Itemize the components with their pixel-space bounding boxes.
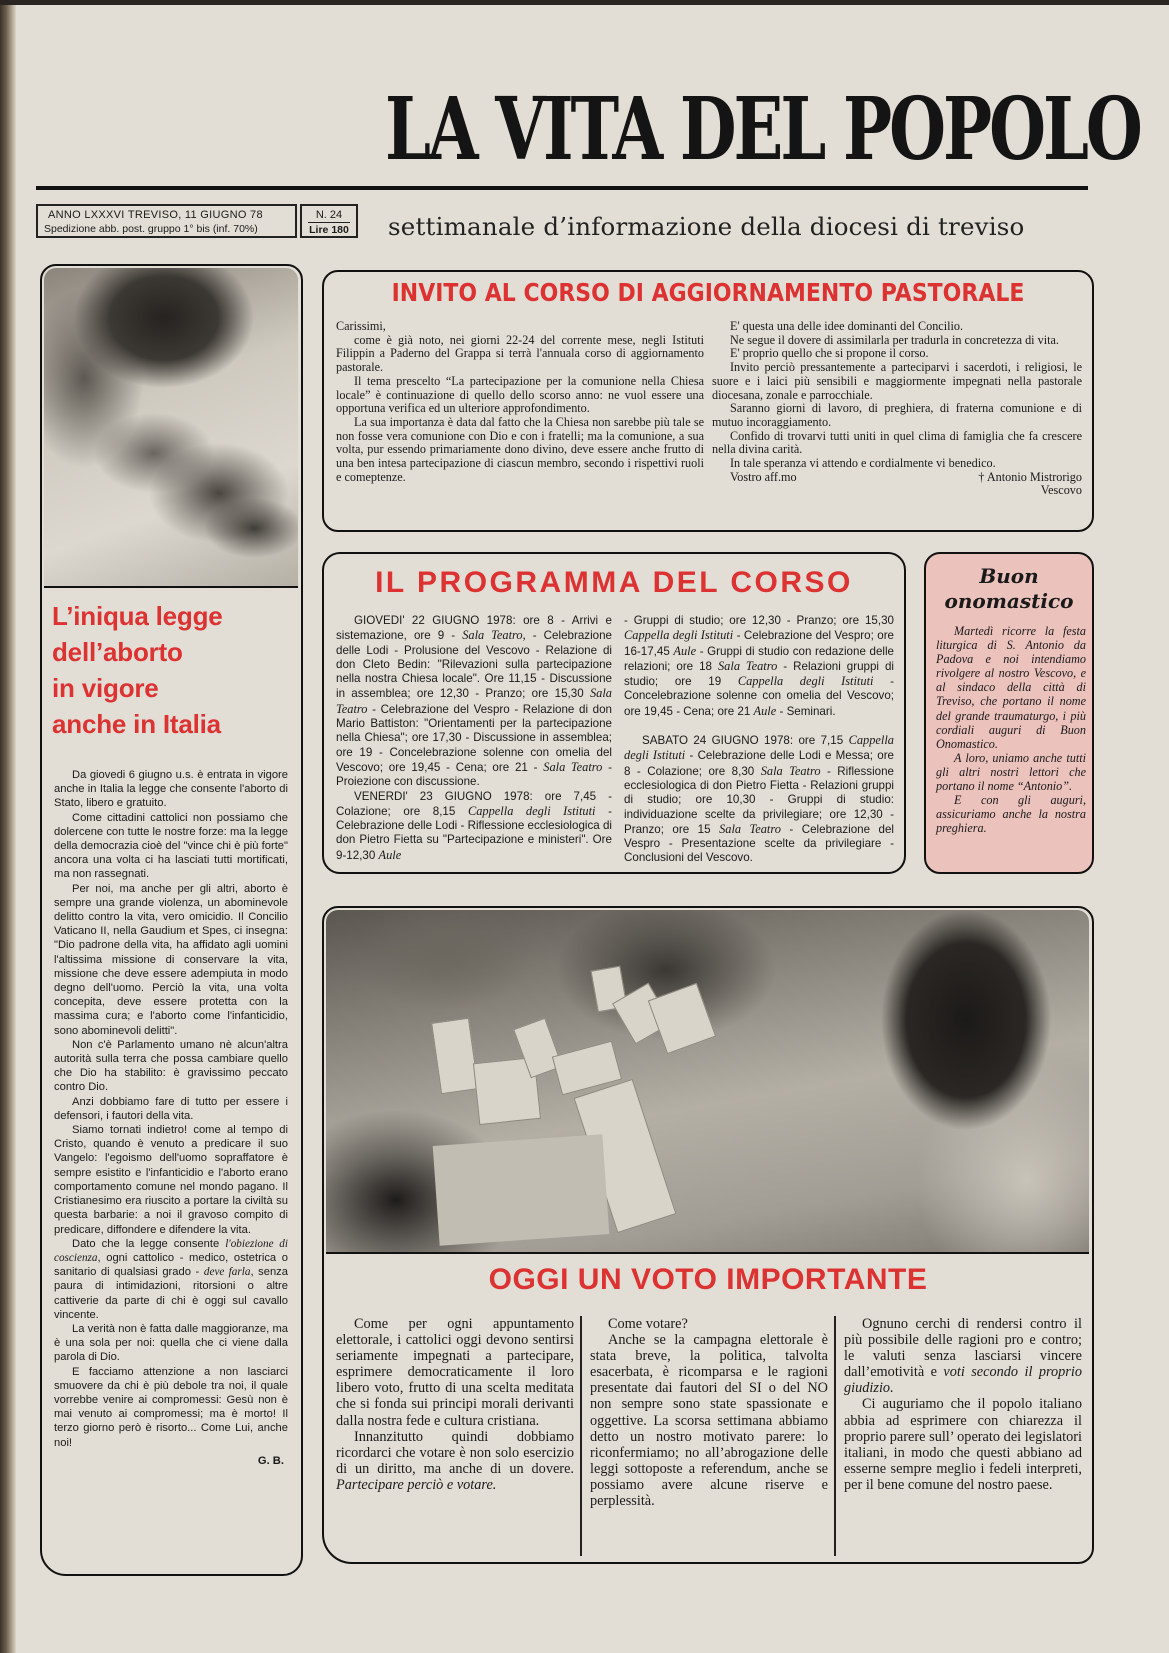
text-run: GIOVEDI' 22 GIUGNO 1978: ore 8 - Arrivi e sistemazione, ore 9 - [336, 614, 612, 643]
paragraph: Ne segue il dovere di assimilarla per tradurla in concretezza di vita. [730, 332, 1059, 347]
text-run: - Celebrazione delle Lodi e Messa; ore 8 - Colazione; ore 8,30 [624, 749, 895, 778]
italic-run: Cappella degli Istituti [624, 628, 734, 643]
paragraph: Invito perciò pressantemente a parteciparvi i sacerdoti, i religiosi, le suore e i laici più sensibili e maggiormente impegnati nella pastorale diocesana, zonale e parrocchiale. [712, 360, 1082, 402]
italic-run: Sala Teatro [719, 821, 781, 836]
paragraph [54, 1237, 288, 1322]
text-run: - Proiezione con discussione. [336, 760, 612, 789]
venerdi-schedule-part-1 [336, 790, 612, 863]
salutation: Carissimi, [336, 319, 386, 333]
paragraph [336, 1429, 574, 1493]
signature-row [712, 471, 1082, 485]
paragraph: La verità non è fatta dalle maggioranze, ma è una sola per noi: quella che ci viene dalla parola di Dio. [54, 1322, 288, 1364]
paragraph: Anzi dobbiamo fare di tutto per essere i defensori, i fautori della vita. [54, 1095, 288, 1122]
page-top-edge [0, 0, 1169, 5]
italic-run: Aule [753, 703, 777, 718]
title-line: Buon [979, 564, 1039, 588]
text-run: - Celebrazione delle Lodi - Riflessione ecclesiologica di don Pietro Fietta su "Partecipazione e ministeri". Ore 9-12,30 [336, 804, 612, 862]
headline-line: anche in Italia [52, 709, 221, 739]
spacer [624, 719, 894, 733]
aborto-headline [52, 598, 292, 742]
signer-title: Vescovo [1040, 483, 1082, 498]
masthead-rule [36, 186, 1088, 190]
paragraph: Per noi, ma anche per gli altri, aborto è sempre una grande violenza, un abominevole delitto contro la vita, vero omicidio. Il Concilio Vaticano II, nella Gaudium et Spes, ci insegna: "Dio padrone della vita, ha affidato agli uomini l'altissima missione di conservare la vita, missione che deve essere adempiuta in modo degno dell'uomo. Perciò la vita, una volta concepita, deve essere protetta con la massima cura; e l'aborto come l'infanticidio, sono abominevoli delitti". [54, 882, 288, 1037]
postal-line: Spedizione abb. post. gruppo 1° bis (inf. 70%) [44, 223, 258, 235]
invito-column-2 [712, 320, 1082, 498]
newspaper-subtitle: settimanale d’informazione della diocesi di treviso [388, 212, 1025, 241]
page-binding-shadow [0, 0, 16, 1653]
voto-article [322, 906, 1094, 1564]
table-surface [433, 1134, 610, 1246]
invito-title: INVITO AL CORSO DI AGGIORNAMENTO PASTORALE [391, 278, 1025, 307]
text-run: - Seminari. [776, 704, 836, 718]
italic-run: Partecipare perciò e votare. [336, 1476, 497, 1493]
sabato-schedule [624, 733, 894, 866]
ballot-paper [648, 983, 716, 1054]
issue-info-box [36, 204, 297, 238]
text-run: , ogni cattolico - medico, ostetrica o sanitario di qualsiasi grado - [54, 1251, 288, 1279]
venerdi-schedule-part-2 [624, 614, 894, 719]
invito-article [322, 270, 1094, 532]
text-run: - Relazioni gruppi di studio; ore 19 [624, 659, 895, 689]
newspaper-title: LA VITA DEL POPOLO [385, 79, 1140, 180]
paragraph [844, 1316, 1082, 1396]
italic-run: Cappella degli Istituti [737, 674, 874, 689]
issue-line: ANNO LXXXVI TREVISO, 11 GIUGNO 78 [48, 209, 263, 221]
paragraph: Come votare? [608, 1316, 688, 1332]
paragraph: Siamo tornati indietro! come al tempo di Cristo, quando è venuto a predicare il suo Vangelo: l'egoismo dell'uomo sopraffatore è sempre esistito e l'infanticidio e l'aborto erano comportamento comune nel mondo pagano. Il Cristianesimo era riuscito a portare la civiltà su questa barbarie: a noi il gravoso compito di predicare, diffondere e difendere la vita. [54, 1124, 288, 1236]
text-run: - Celebrazione del Vespro; ore 16-17,45 [624, 629, 895, 658]
headline-line: dell’aborto [52, 637, 183, 667]
text-run: Dato che la legge consente [72, 1237, 226, 1250]
paragraph: Non c'è Parlamento umano nè alcun'altra autorità sulla terra che possa cambiare quello che Dio ha stabilito: è gravissimo peccato contro Dio. [54, 1038, 288, 1094]
paragraph: E facciamo attenzione a non lasciarci smuovere da chi è più debole tra noi, il quale vorrebbe venire ai compromessi: Gesù non è mai venuto ai compromessi; ma è morto! Il terzo giorno però è risorto... Come Lui, anche noi! [54, 1365, 288, 1449]
italic-run: Sala Teatro [543, 759, 603, 774]
text-run: Ognuno cerchi di rendersi contro il più possibile delle ragioni pro e contro; le valuti senza lasciarsi vincere dall’emotività e [844, 1316, 1082, 1381]
programma-column-2 [624, 614, 894, 866]
paragraph: A loro, uniamo anche tutti gli altri nostri lettori che portano il nome “Antonio”. [936, 750, 1086, 794]
text-run: , senza paura di intimidazioni, ritorsioni o altre cattiverie da parte di chi è oggi sul cavallo vincente. [54, 1266, 289, 1321]
italic-run: Sala Teatro [717, 658, 778, 673]
programma-column-1 [336, 614, 612, 863]
text-run: - Celebrazione delle Lodi - Prolusione del Vescovo - Relazione di don Cleto Bedin: "Rilevazioni sulla partecipazione nella nostra Chiesa locale". Ore 11,15 - Discussione in assemblea; ore 12,30 - Pranzo; ore 15,30 [336, 629, 612, 701]
giovedi-schedule [336, 614, 612, 790]
text-run: SABATO 24 GIUGNO 1978: ore 7,15 [642, 734, 849, 748]
signer-name: † Antonio Mistrorigo [978, 469, 1082, 484]
paragraph: E' proprio quello che si propone il corso. [730, 346, 929, 361]
onomastico-title [926, 564, 1092, 614]
paragraph: Ci auguriamo che il popolo italiano abbia ad esprimere con chiarezza il proprio parere sull’ operato dei legislatori italiani, in modo che questi abbiano ad esserne sempre meglio i fedeli interpreti, per il bene comune del nostro paese. [844, 1396, 1082, 1493]
italic-run: l'obiezione di coscienza [54, 1237, 288, 1264]
onomastico-body [936, 624, 1086, 835]
paragraph: Confido di trovarvi tutti uniti in quel clima di famiglia che fa crescere nella divina carità. [712, 428, 1082, 457]
text-run: - Gruppi di studio; ore 12,30 - Pranzo; ore 15,30 [624, 614, 894, 627]
italic-run: Sala Teatro [760, 763, 821, 778]
paragraph: E con gli auguri, assicuriamo anche la nostra preghiera. [936, 793, 1086, 836]
programma-article [322, 552, 906, 874]
text-run: - Celebrazione del Vespro - Presentazione scelte da privilegiare - Conclusioni del Vescovo. [624, 822, 894, 865]
voto-column-2 [590, 1316, 828, 1509]
title-line: onomastico [944, 589, 1074, 613]
paragraph: La sua importanza è data dal fatto che la Chiesa non sarebbe più tale se non fosse vera comunione con Dio e con i fratelli; ma la comunione, a sua volta, pur essendo primariamente dono divino, deve essere anche frutto di una ben intesa partecipazione di ciascun membro, secondo i rispettivi ruoli e comeptenze. [336, 414, 704, 484]
paragraph: E' questa una delle idee dominanti del Concilio. [730, 319, 964, 333]
text-run: VENERDI' 23 GIUGNO 1978: ore 7,45 - Colazione; ore 8,15 [336, 789, 612, 818]
paragraph: Martedì ricorre la festa liturgica di S. Antonio da Padova e noi intendiamo rivolgere al nostro Vescovo, e al sindaco della città di Treviso, che portano il nome del grande traumaturgo, i più cordiali auguri di Buon Onomastico. [936, 624, 1086, 751]
text-run: - Riflessione ecclesiologica di don Pietro Fietta - Relazioni gruppi di studio; ore 10,30 - Gruppi di studio: individuazione scelte da privilegiare; ore 12,30 - Pranzo; ore 15 [624, 764, 894, 836]
paragraph: Come cittadini cattolici non possiamo che dolercene con tutte le nostre forze: ma la legge della democrazia cioè del "vince chi è più forte" ancora una volta ci ha lasciati tutti mortificati, ma non rassegnati. [54, 811, 288, 881]
issue-number: N. 24 [315, 209, 343, 221]
italic-run: Aule [378, 847, 402, 862]
ballot-paper [431, 1018, 479, 1095]
text-run: Innanzitutto quindi dobbiamo ricordarci che votare è non solo esercizio di un diritto, ma anche di un dovere. [336, 1428, 574, 1477]
paragraph: In tale speranza vi attendo e cordialmente vi benedico. [730, 456, 996, 471]
italic-run: Sala Teatro, [462, 628, 526, 643]
headline-line: L’iniqua legge [52, 601, 223, 631]
voto-column-3 [844, 1316, 1082, 1493]
text-run: - Celebrazione del Vespro - Relazione di don Mario Battiston: "Orientamenti per la partecipazione nella Chiesa"; ore 17,30 - Discussione in assemblea; ore 19 - Concelebrazione solenne con omelia del Vescovo; ore 19,45 - Cena; ore 21 - [336, 702, 612, 774]
ballot-counting-photo [326, 910, 1089, 1254]
column-rule [580, 1316, 582, 1556]
issue-price: Lire 180 [309, 224, 349, 236]
italic-run: voti secondo il proprio giudizio. [844, 1364, 1082, 1397]
text-run: - Gruppi di studio con redazione delle relazioni; ore 18 [624, 644, 894, 673]
italic-run: Aule [673, 643, 697, 658]
text-run: - Concelebrazione solenne con omelia del Vescovo; ore 19,45 - Cena; ore 21 [624, 675, 894, 718]
closing: Vostro aff.mo [730, 469, 797, 484]
italic-run: Cappella degli Istituti [467, 803, 596, 818]
invito-column-1 [336, 320, 704, 484]
issue-number-box [300, 204, 358, 238]
voto-title: OGGI UN VOTO IMPORTANTE [488, 1263, 928, 1296]
voto-column-1 [336, 1316, 574, 1493]
paragraph: Da giovedi 6 giugno u.s. è entrata in vigore anche in Italia la legge che consente l'aborto di Stato, libero e gratuito. [54, 769, 288, 810]
headline-line: in vigore [52, 673, 159, 703]
aborto-body [54, 768, 288, 1468]
italic-run: deve farla [203, 1266, 251, 1279]
column-rule [834, 1316, 836, 1556]
paragraph: come è già noto, nei giorni 22-24 del corrente mese, negli Istituti Filippin a Paderno del Grappa si terrà l'annuala corso di aggiornamento pastorale. [336, 332, 704, 375]
paragraph: Il tema prescelto “La partecipazione per la comunione nella Chiesa locale” è continuazione di quello dello scorso anno: ne vuol essere una opportuna verifica ed un ulteriore approfondimento. [336, 373, 704, 416]
paragraph: Come per ogni appuntamento elettorale, i cattolici oggi devono sentirsi seriamente impegnati a partecipare, esprimere democraticamente il loro libero voto, frutto di una scelta meditata che si fonda sui principi morali derivanti dalla nostra fede e cultura cristiana. [336, 1316, 574, 1429]
paragraph: Anche se la campagna elettorale è stata breve, la politica, talvolta esacerbata, è ricomparsa e le ragioni presentate dai fautori del SI o del NO non sempre sono state spassionate e oggettive. La scorsa settimana abbiamo detto un nostro motivato parere: lo riconfermiamo; no all’abrogazione delle leggi sottoposte a referendum, anche se possiamo avere alcune riserve e perplessità. [590, 1332, 828, 1510]
paragraph: Saranno giorni di lavoro, di preghiera, di fraterna comunione e di mutuo incoraggiamento. [712, 401, 1082, 429]
aborto-article [40, 264, 303, 1576]
mother-and-baby-photo [44, 268, 298, 588]
author-signature: G. B. [257, 1454, 284, 1467]
italic-run: Sala Teatro [336, 686, 612, 716]
onomastico-box [924, 552, 1094, 874]
programma-title: IL PROGRAMMA DEL CORSO [375, 566, 853, 599]
italic-run: Cappella degli Istituti [624, 733, 894, 763]
